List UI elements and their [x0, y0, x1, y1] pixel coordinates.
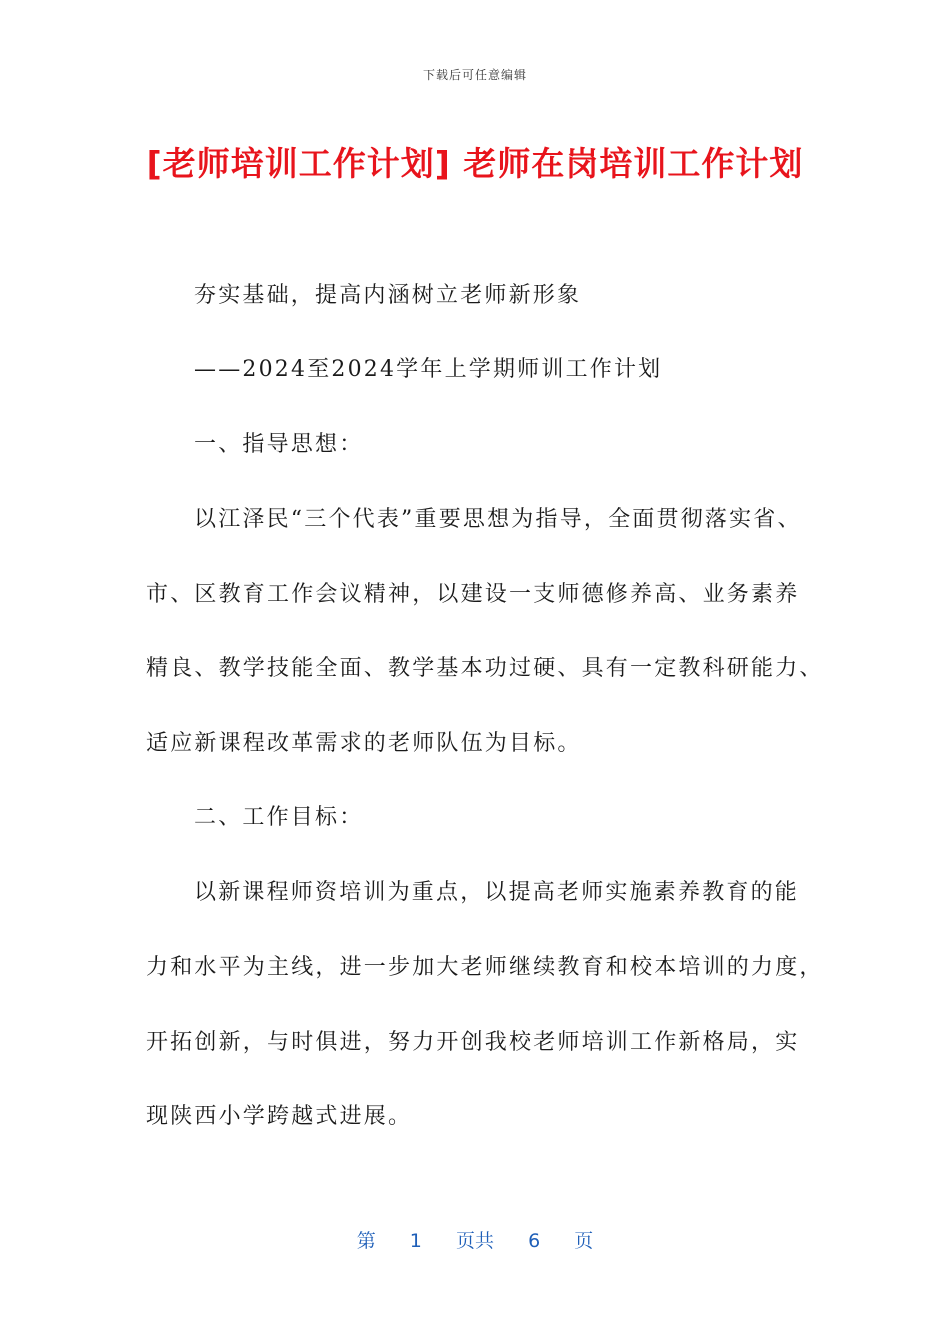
- paragraph-line: 现陕西小学跨越式进展。: [146, 1104, 413, 1129]
- paragraph-line: 开拓创新，与时俱进，努力开创我校老师培训工作新格局，实: [146, 1030, 800, 1055]
- paragraph-line: 以江泽民“三个代表”重要思想为指导，全面贯彻落实省、: [194, 507, 802, 532]
- subtitle-line: 夯实基础，提高内涵树立老师新形象: [194, 283, 582, 308]
- paragraph-line: 市、区教育工作会议精神，以建设一支师德修养高、业务素养: [146, 582, 800, 607]
- page-footer: [0, 1226, 950, 1253]
- paragraph-line: 适应新课程改革需求的老师队伍为目标。: [146, 731, 582, 756]
- page-suffix: 页: [574, 1230, 594, 1252]
- document-title: [老师培训工作计划] 老师在岗培训工作计划: [146, 144, 804, 183]
- page-number: 1: [409, 1230, 422, 1252]
- paragraph-line: 力和水平为主线，进一步加大老师继续教育和校本培训的力度，: [146, 955, 824, 980]
- page-label: 第: [356, 1230, 376, 1252]
- section-heading-guiding-thought: 一、指导思想：: [194, 432, 364, 457]
- paragraph-line: 以新课程师资培训为重点，以提高老师实施素养教育的能: [194, 880, 800, 905]
- total-label: 页共: [455, 1230, 494, 1252]
- total-pages: 6: [528, 1230, 541, 1252]
- paragraph-line: 精良、教学技能全面、教学基本功过硬、具有一定教科研能力、: [146, 656, 824, 681]
- section-heading-work-goals: 二、工作目标：: [194, 805, 364, 830]
- plan-period-line: ——2024至2024学年上学期师训工作计划: [194, 357, 663, 382]
- header-note: 下载后可任意编辑: [422, 68, 527, 82]
